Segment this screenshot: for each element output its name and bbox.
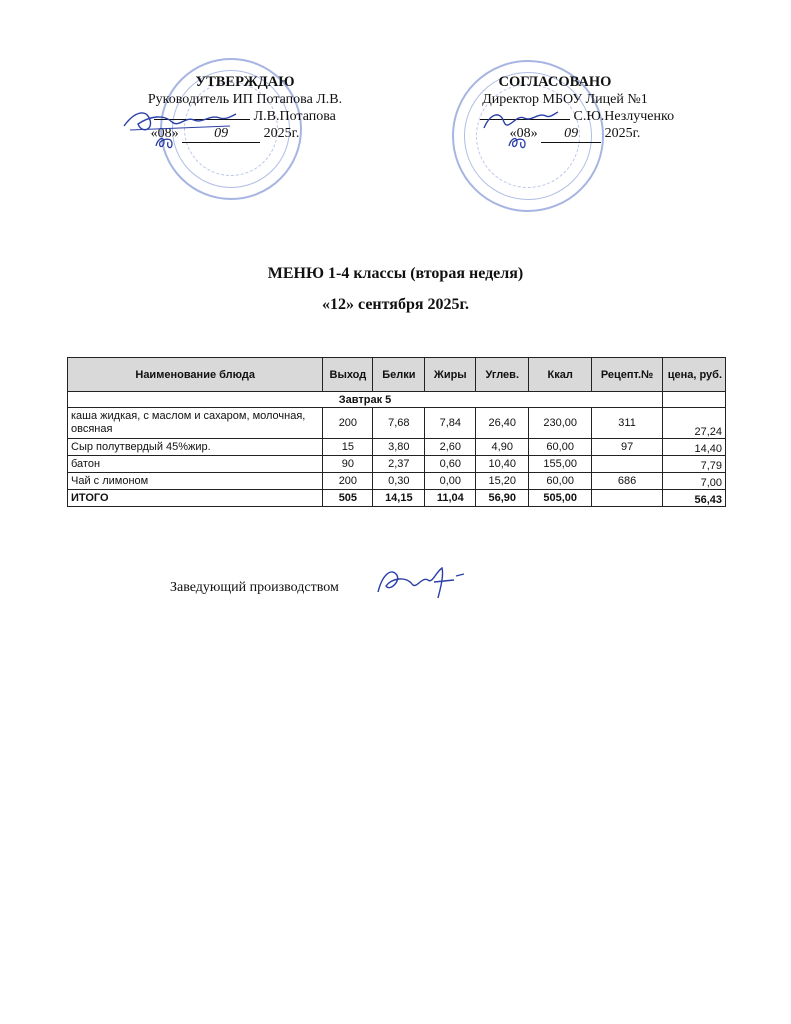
approval-signatory-name: Л.В.Потапова — [253, 109, 336, 124]
table-cell: 2,60 — [425, 439, 476, 456]
table-cell: 26,40 — [476, 408, 529, 439]
dish-name: Чай с лимоном — [68, 473, 323, 490]
table-cell: 4,90 — [476, 439, 529, 456]
table-cell: 3,80 — [373, 439, 425, 456]
day-handwriting-right — [505, 134, 531, 152]
price-cell: 7,79 — [663, 456, 726, 473]
table-cell: 97 — [592, 439, 663, 456]
production-manager-signature — [372, 562, 468, 602]
total-cell: 14,15 — [373, 490, 425, 507]
total-cell: 56,90 — [476, 490, 529, 507]
total-cell: 505 — [323, 490, 373, 507]
table-cell: 7,84 — [425, 408, 476, 439]
approval-date-day: «08» — [150, 126, 179, 141]
total-cell: 505,00 — [529, 490, 592, 507]
table-cell: 230,00 — [529, 408, 592, 439]
price-cell: 7,00 — [663, 473, 726, 490]
table-cell: 200 — [323, 473, 373, 490]
total-cell: 11,04 — [425, 490, 476, 507]
approval-signature — [120, 104, 240, 138]
table-row — [68, 473, 726, 490]
menu-table — [67, 357, 726, 507]
approval-date-month: 09 — [182, 125, 260, 143]
table-cell: 2,37 — [373, 456, 425, 473]
table-cell: 686 — [592, 473, 663, 490]
approval-heading: УТВЕРЖДАЮ — [195, 74, 295, 90]
column-header: Жиры — [425, 358, 476, 392]
production-manager-label: Заведующий производством — [170, 580, 339, 595]
table-cell — [592, 456, 663, 473]
column-header: цена, руб. — [663, 358, 726, 392]
column-header: Ккал — [529, 358, 592, 392]
agreement-date-year: 2025г. — [604, 126, 641, 141]
column-header: Наименование блюда — [68, 358, 323, 392]
table-cell: 0,30 — [373, 473, 425, 490]
approval-date-year: 2025г. — [263, 126, 300, 141]
dish-name: Сыр полутвердый 45%жир. — [68, 439, 323, 456]
column-header: Белки — [373, 358, 425, 392]
table-cell: 60,00 — [529, 439, 592, 456]
table-cell: 0,00 — [425, 473, 476, 490]
agreement-signatory-name: С.Ю.Незлученко — [573, 109, 675, 124]
menu-date: «12» сентября 2025г. — [322, 296, 469, 313]
total-price: 56,43 — [663, 490, 726, 507]
table-cell: 0,60 — [425, 456, 476, 473]
menu-title: МЕНЮ 1-4 классы (вторая неделя) — [267, 265, 524, 282]
day-handwriting-left — [152, 134, 178, 152]
dish-name: батон — [68, 456, 323, 473]
section-row — [68, 392, 726, 408]
table-row — [68, 439, 726, 456]
agreement-position: Директор МБОУ Лицей №1 — [482, 92, 648, 107]
total-label: ИТОГО — [68, 490, 323, 507]
table-row — [68, 408, 726, 439]
price-cell: 27,24 — [663, 408, 726, 439]
table-cell: 200 — [323, 408, 373, 439]
agreement-heading: СОГЛАСОВАНО — [498, 74, 612, 90]
section-title: Завтрак 5 — [68, 392, 663, 408]
table-cell: 7,68 — [373, 408, 425, 439]
table-row — [68, 456, 726, 473]
table-cell: 90 — [323, 456, 373, 473]
dish-name: каша жидкая, с маслом и сахаром, молочная, овсяная — [68, 408, 323, 439]
agreement-date-day: «08» — [509, 126, 538, 141]
total-row — [68, 490, 726, 507]
approval-position: Руководитель ИП Потапова Л.В. — [147, 92, 343, 107]
agreement-date-month: 09 — [541, 125, 601, 143]
table-cell: 155,00 — [529, 456, 592, 473]
agreement-signature — [480, 104, 560, 138]
table-header-row — [68, 358, 726, 392]
table-cell: 311 — [592, 408, 663, 439]
column-header: Рецепт.№ — [592, 358, 663, 392]
table-cell: 15,20 — [476, 473, 529, 490]
table-cell: 60,00 — [529, 473, 592, 490]
column-header: Углев. — [476, 358, 529, 392]
table-cell: 15 — [323, 439, 373, 456]
total-cell — [592, 490, 663, 507]
column-header: Выход — [323, 358, 373, 392]
table-cell: 10,40 — [476, 456, 529, 473]
price-cell: 14,40 — [663, 439, 726, 456]
